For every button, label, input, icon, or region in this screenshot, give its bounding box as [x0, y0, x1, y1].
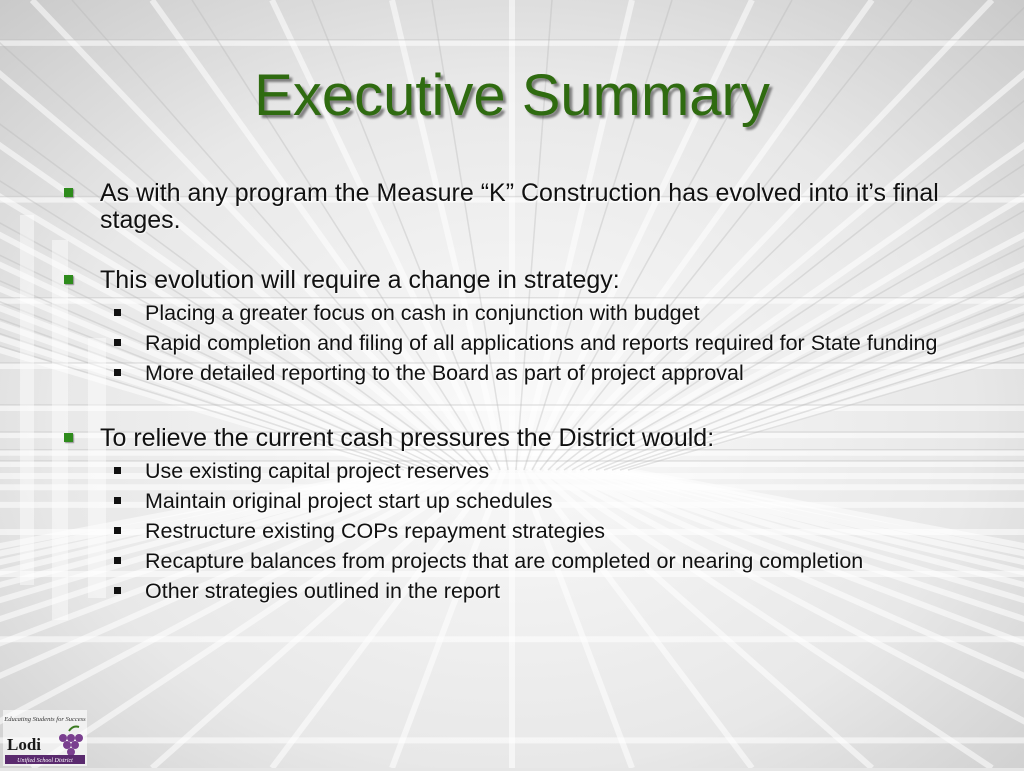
bullet-text: To relieve the current cash pressures the District would: [100, 424, 715, 452]
slide-title: Executive Summary [254, 63, 770, 128]
small-square-bullet-icon [114, 557, 121, 564]
sub-bullet-item [62, 490, 982, 513]
small-square-bullet-icon [114, 587, 121, 594]
sub-bullet-item [62, 550, 982, 573]
sub-bullet-text: Other strategies outlined in the report [145, 579, 500, 603]
district-logo [3, 710, 87, 766]
bullet-text: As with any program the Measure “K” Construction has evolved into it’s final stages. [100, 179, 939, 234]
sub-bullet-item [62, 302, 982, 325]
small-square-bullet-icon [114, 339, 121, 346]
bullet-text: This evolution will require a change in strategy: [100, 266, 620, 294]
sub-bullet-item [62, 460, 982, 483]
bullet-item [62, 180, 982, 234]
bullet-item [62, 425, 982, 452]
sub-bullet-text: Maintain original project start up schedules [145, 489, 553, 513]
bullet-list [62, 180, 982, 610]
logo-name: Lodi [7, 735, 42, 754]
logo-tagline: Educating Students for Success [4, 716, 86, 723]
sub-bullet-text: Placing a greater focus on cash in conjunction with budget [145, 301, 700, 325]
sub-bullet-text: Use existing capital project reserves [145, 459, 490, 483]
sub-bullet-item [62, 332, 982, 355]
small-square-bullet-icon [114, 309, 121, 316]
bullet-item [62, 267, 982, 294]
square-bullet-icon [64, 188, 73, 197]
small-square-bullet-icon [114, 467, 121, 474]
square-bullet-icon [64, 275, 73, 284]
sub-bullet-text: Restructure existing COPs repayment strategies [145, 519, 606, 543]
sub-bullet-text: Recapture balances from projects that are completed or nearing completion [145, 549, 864, 573]
sub-bullet-text: Rapid completion and filing of all applications and reports required for State funding [145, 331, 938, 355]
sub-bullet-item [62, 580, 982, 603]
sub-bullet-text: More detailed reporting to the Board as part of project approval [145, 361, 744, 385]
sub-bullet-item [62, 520, 982, 543]
small-square-bullet-icon [114, 527, 121, 534]
logo-subtitle: Unified School District [17, 758, 73, 764]
small-square-bullet-icon [114, 497, 121, 504]
sub-bullet-item [62, 362, 982, 385]
square-bullet-icon [64, 433, 73, 442]
small-square-bullet-icon [114, 369, 121, 376]
